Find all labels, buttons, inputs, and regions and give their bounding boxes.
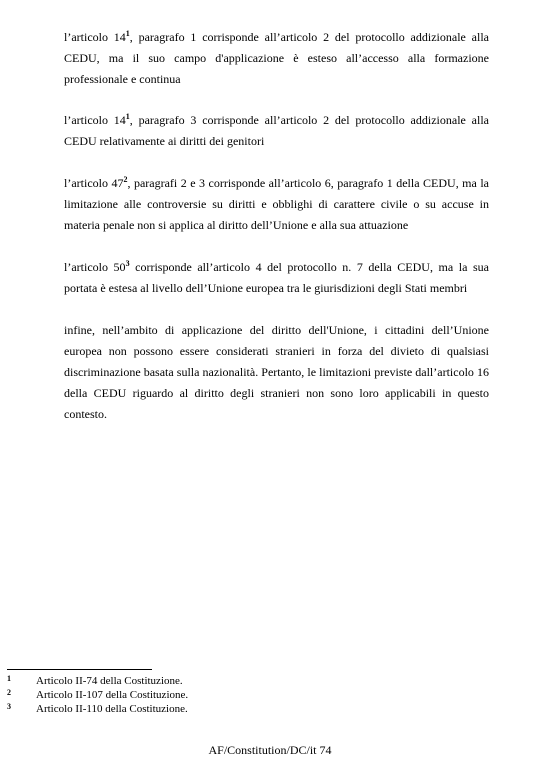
paragraph-text-rest: , paragrafi 2 e 3 corrisponde all’articolo 6, paragrafo 1 della CEDU, ma la limitazione alle controversie su diritti e obblighi di carattere civile o su accuse in materia penale non si applica al diritto dell’Unione e alla sua attuazione	[64, 176, 489, 232]
footnote-text: Articolo II-107 della Costituzione.	[36, 689, 189, 701]
footnote-ref[interactable]: 1	[125, 112, 130, 121]
paragraph-text-start: l’articolo 50	[64, 260, 126, 274]
footnote-number: 2	[7, 688, 11, 697]
footnote-ref[interactable]: 2	[123, 175, 128, 184]
paragraph-text-rest: , paragrafo 3 corrisponde all’articolo 2 del protocollo addizionale alla CEDU relativamente ai diritti dei genitori	[64, 113, 489, 148]
paragraph-text-start: l’articolo 14	[64, 30, 126, 44]
page-footer: AF/Constitution/DC/it 74	[208, 743, 332, 757]
paragraph-text-start: l’articolo 14	[64, 113, 126, 127]
paragraph-citizens: infine, nell’ambito di applicazione del diritto dell'Unione, i cittadini dell’Unione europea non possono essere considerati stranieri in forza del divieto di qualsiasi discriminazione basata sulla nazionalità. Pertanto, le limitazioni previste dall’articolo 16 della CEDU riguardo al diritto degli stranieri non sono loro applicabili in questo contesto.	[64, 323, 489, 421]
footnote-number: 1	[7, 674, 11, 683]
footnote-ref[interactable]: 1	[125, 29, 130, 38]
paragraph-text-rest: , paragrafo 1 corrisponde all’articolo 2 del protocollo addizionale alla CEDU, ma il suo campo d'applicazione è esteso all’accesso alla formazione professionale e continua	[64, 30, 489, 86]
footnote-separator	[7, 669, 152, 670]
paragraph-article-50	[64, 257, 489, 299]
paragraph-text-rest: corrisponde all’articolo 4 del protocollo n. 7 della CEDU, ma la sua portata è estesa al livello dell’Unione europea tra le giurisdizioni degli Stati membri	[64, 260, 490, 295]
paragraph-article-14-1	[64, 27, 489, 90]
footnote-number: 3	[7, 702, 11, 711]
footnote-text: Articolo II-74 della Costituzione.	[36, 675, 183, 687]
footnote-ref[interactable]: 3	[125, 259, 130, 268]
paragraph-text-start: l’articolo 47	[64, 176, 124, 190]
paragraph-article-14-3	[64, 110, 489, 152]
footnote-text: Articolo II-110 della Costituzione.	[36, 703, 188, 715]
paragraph-article-47	[64, 173, 489, 236]
